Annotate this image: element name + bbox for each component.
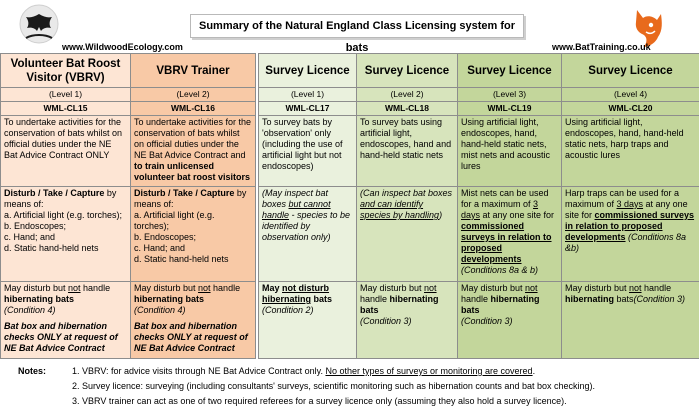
- level-survey-l2: (Level 2): [357, 88, 458, 102]
- col-title-vbrv: Volunteer Bat Roost Visitor (VBRV): [1, 54, 131, 88]
- col-title-survey-l4: Survey Licence: [562, 54, 699, 88]
- notes-label: Notes:: [18, 365, 46, 378]
- hibernation-survey-l1: May not disturb hibernating bats (Condition 2): [259, 282, 357, 359]
- note-1: 1. VBRV: for advice visits through NE Bat Advice Contract only. No other types of surveys or monitoring are covered.: [72, 365, 535, 378]
- note-2: 2. Survey licence: surveying (including consultants' surveys, scientific monitoring such as hibernation counts and bat box checking).: [72, 380, 595, 393]
- hibernation-vbrv: May disturb but not handle hibernating bats (Condition 4) Bat box and hibernation checks ONLY at request of NE Bat Advice Contract: [1, 282, 131, 359]
- level-survey-l4: (Level 4): [562, 88, 699, 102]
- level-vbrv-trainer: (Level 2): [131, 88, 256, 102]
- hibernation-survey-l2: May disturb but not handle hibernating bats (Condition 3): [357, 282, 458, 359]
- code-vbrv: WML-CL15: [1, 102, 131, 116]
- hibernation-vbrv-trainer: May disturb but not handle hibernating bats (Condition 4) Bat box and hibernation checks ONLY at request of NE Bat Advice Contract: [131, 282, 256, 359]
- hibernation-row: [1, 282, 699, 359]
- col-title-vbrv-trainer: VBRV Trainer: [131, 54, 256, 88]
- purpose-survey-l2: To survey bats using artificial light, endoscopes, hand and hand-held static nets: [357, 116, 458, 187]
- hibernation-survey-l4: May disturb but not handle hibernating bats(Condition 3): [562, 282, 699, 359]
- purpose-vbrv: To undertake activities for the conservation of bats whilst on official duties under the NE Bat Advice Contract ONLY: [1, 116, 131, 187]
- col-title-survey-l1: Survey Licence: [259, 54, 357, 88]
- purpose-vbrv-trainer: To undertake activities for the conservation of bats whilst on official duties under the NE Bat Advice Contract and to train unlicensed volunteer bat roost visitors: [131, 116, 256, 187]
- code-vbrv-trainer: WML-CL16: [131, 102, 256, 116]
- licensing-table: [0, 53, 699, 359]
- page-title: Summary of the Natural England Class Licensing system for bats: [190, 14, 524, 38]
- purpose-survey-l1: To survey bats by 'observation' only (including the use of artificial light but not endoscopes): [259, 116, 357, 187]
- purpose-survey-l3: Using artificial light, endoscopes, hand, hand-held static nets, mist nets and acoustic lures: [458, 116, 562, 187]
- purpose-survey-l4: Using artificial light, endoscopes, hand, hand-held static nets, harp traps and acoustic lures: [562, 116, 699, 187]
- title-row: [1, 54, 699, 88]
- battraining-url[interactable]: www.BatTraining.co.uk: [552, 42, 651, 52]
- capture-survey-l4: Harp traps can be used for a maximum of 3 days at any one site for commissioned surveys in relation to proposed developments (Conditions 8a &b): [562, 187, 699, 282]
- level-survey-l3: (Level 3): [458, 88, 562, 102]
- col-title-survey-l2: Survey Licence: [357, 54, 458, 88]
- capture-vbrv: Disturb / Take / Capture by means of: a. Artificial light (e.g. torches); b. Endoscopes; c. Hand; and d. Static hand-held nets: [1, 187, 131, 282]
- capture-row: [1, 187, 699, 282]
- code-row: [1, 102, 699, 116]
- wildwood-url[interactable]: www.WildwoodEcology.com: [62, 42, 183, 52]
- level-vbrv: (Level 1): [1, 88, 131, 102]
- capture-survey-l1: (May inspect bat boxes but cannot handle - species to be identified by observation only): [259, 187, 357, 282]
- hibernation-survey-l3: May disturb but not handle hibernating bats (Condition 3): [458, 282, 562, 359]
- capture-vbrv-trainer: Disturb / Take / Capture by means of: a. Artificial light (e.g. torches); b. Endoscopes; c. Hand; and d. Static hand-held nets: [131, 187, 256, 282]
- level-row: [1, 88, 699, 102]
- purpose-row: [1, 116, 699, 187]
- code-survey-l3: WML-CL19: [458, 102, 562, 116]
- col-title-survey-l3: Survey Licence: [458, 54, 562, 88]
- capture-survey-l3: Mist nets can be used for a maximum of 3 days at any one site for commissioned surveys in relation to proposed developments (Conditions 8a & b): [458, 187, 562, 282]
- code-survey-l2: WML-CL18: [357, 102, 458, 116]
- code-survey-l4: WML-CL20: [562, 102, 699, 116]
- note-3: 3. VBRV trainer can act as one of two required referees for a survey licence only (assuming they also hold a survey licence).: [72, 395, 567, 408]
- code-survey-l1: WML-CL17: [259, 102, 357, 116]
- capture-survey-l2: (Can inspect bat boxes and can identify species by handling): [357, 187, 458, 282]
- wildwood-ecology-logo: [18, 4, 60, 44]
- level-survey-l1: (Level 1): [259, 88, 357, 102]
